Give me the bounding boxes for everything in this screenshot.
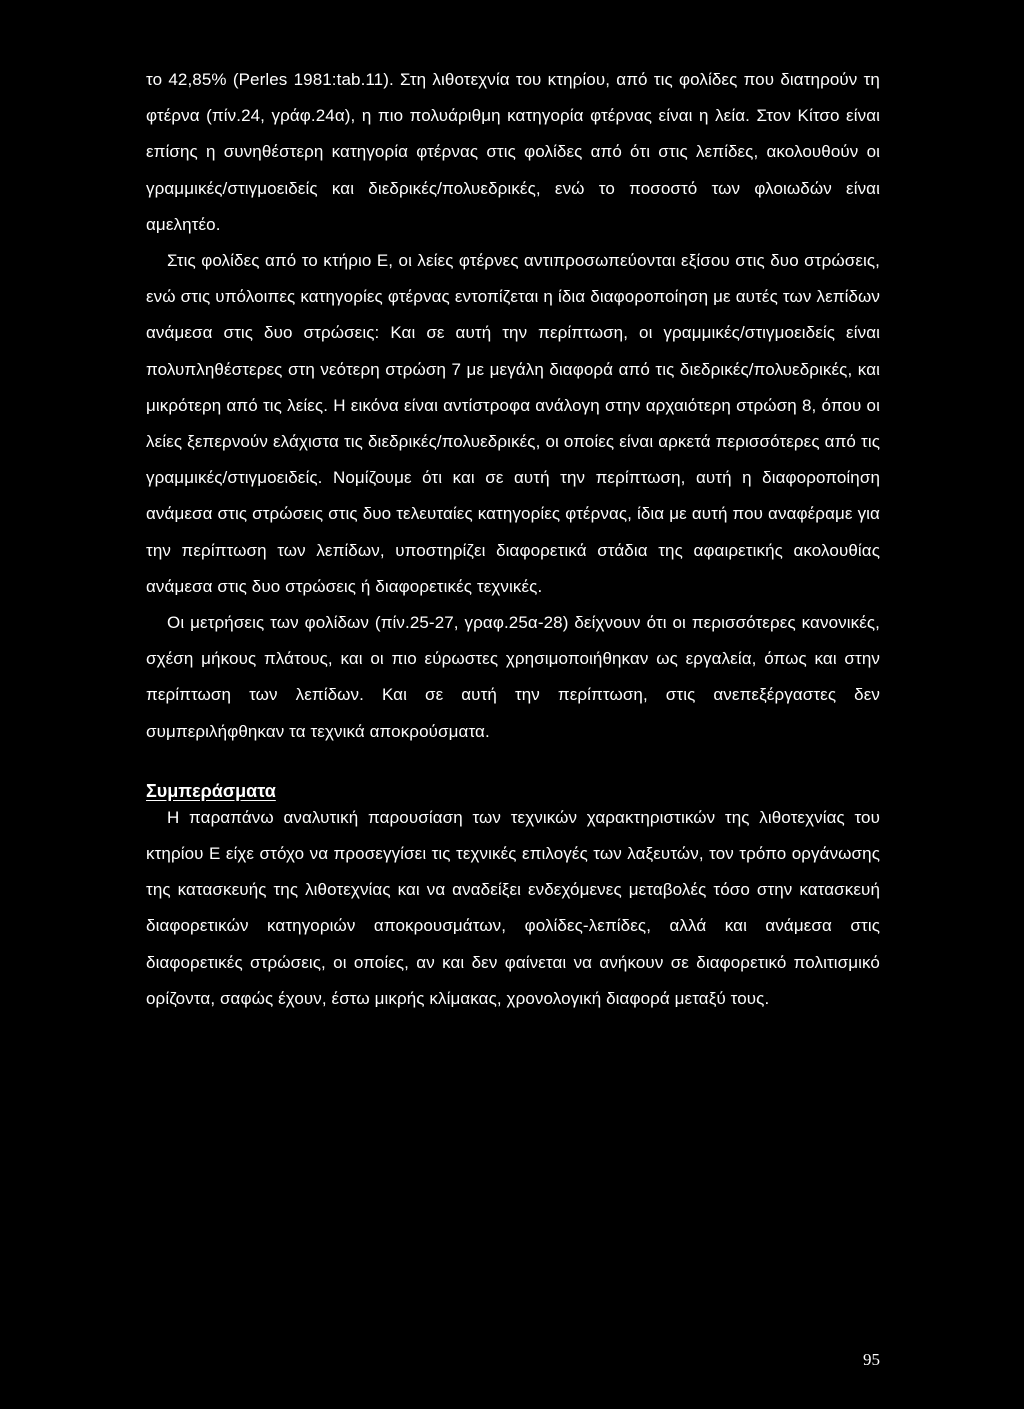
section-heading: Συμπεράσματα [146, 780, 276, 801]
conclusion-paragraph: Η παραπάνω αναλυτική παρουσίαση των τεχνικών χαρακτηριστικών της λιθοτεχνίας του κτηρίου Ε είχε στόχο να προσεγγίσει τις τεχνικές επιλογές των λαξευτών, τον τρόπο οργάνωσης της κατασκευής της λιθοτεχνίας και να αναδείξει ενδεχόμενες μεταβολές τόσο στην κατασκευή διαφορετικών κατηγοριών αποκρουσμάτων, φολίδες-λεπίδες, αλλά και ανάμεσα στις διαφορετικές στρώσεις, οι οποίες, αν και δεν φαίνεται να ανήκουν σε διαφορετικό πολιτισμικό ορίζοντα, σαφώς έχουν, έστω μικρής κλίμακας, χρονολογική διαφορά μεταξύ τους. [146, 807, 880, 1008]
body-paragraph-1: το 42,85% (Perles 1981:tab.11). Στη λιθοτεχνία του κτηρίου, από τις φολίδες που διατηρούν τη φτέρνα (πίν.24, γράφ.24α), η πιο πολυάριθμη κατηγορία φτέρνας είναι η λεία. Στον Κίτσο είναι επίσης η συνηθέστερη κατηγορία φτέρνας στις φολίδες από ότι στις λεπίδες, ακολουθούν οι γραμμικές/στιγμοειδείς και διεδρικές/πολυεδρικές, ενώ το ποσοστό των φλοιωδών είναι αμελητέο. [146, 70, 880, 234]
page-number: 95 [863, 1350, 880, 1369]
document-page [146, 62, 880, 1017]
body-paragraph-2: Στις φολίδες από το κτήριο Ε, οι λείες φτέρνες αντιπροσωπεύονται εξίσου στις δυο στρώσεις, ενώ στις υπόλοιπες κατηγορίες φτέρνας εντοπίζεται η ίδια διαφοροποίηση με αυτές των λεπίδων ανάμεσα στις δυο στρώσεις: Και σε αυτή την περίπτωση, οι γραμμικές/στιγμοειδείς είναι πολυπληθέστερες στη νεότερη στρώση 7 με μεγάλη διαφορά από τις διεδρικές/πολυεδρικές, και μικρότερη από τις λείες. Η εικόνα είναι αντίστροφα ανάλογη στην αρχαιότερη στρώση 8, όπου οι λείες ξεπερνούν ελάχιστα τις διεδρικές/πολυεδρικές, οι οποίες είναι αρκετά περισσότερες από τις γραμμικές/στιγμοειδείς. Νομίζουμε ότι και σε αυτή την περίπτωση, αυτή η διαφοροποίηση ανάμεσα στις στρώσεις στις δυο τελευταίες κατηγορίες φτέρνας, ίδια με αυτή που αναφέραμε για την περίπτωση των λεπίδων, υποστηρίζει διαφορετικά στάδια της αφαιρετικής ακολουθίας ανάμεσα στις δυο στρώσεις ή διαφορετικές τεχνικές. [146, 251, 880, 596]
body-paragraph-3: Οι μετρήσεις των φολίδων (πίν.25-27, γραφ.25α-28) δείχνουν ότι οι περισσότερες κανονικές, σχέση μήκους πλάτους, και οι πιο εύρωστες χρησιμοποιήθηκαν ως εργαλεία, όπως και στην περίπτωση των λεπίδων. Και σε αυτή την περίπτωση, στις ανεπεξέργαστες δεν συμπεριλήφθηκαν τα τεχνικά αποκρούσματα. [146, 613, 880, 741]
